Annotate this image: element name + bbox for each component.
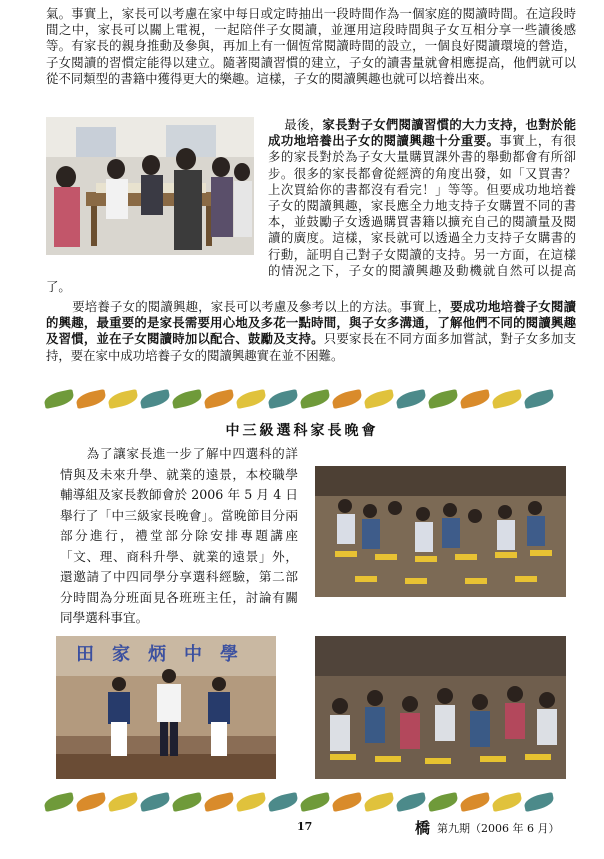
leaf-icon: [75, 792, 107, 812]
leaf-icon: [107, 792, 139, 812]
leaf-icon: [203, 792, 235, 812]
leaf-icon: [43, 389, 75, 409]
leaf-icon: [235, 792, 267, 812]
leaf-icon: [523, 389, 555, 409]
leaf-divider-bottom: [44, 793, 574, 811]
paragraph-3: [46, 299, 576, 364]
leaf-icon: [363, 792, 395, 812]
magazine-name: 橋: [415, 819, 431, 837]
paragraph-2: [46, 117, 576, 295]
paragraph-2-body: 事實上，有很多的家長對於為子女大量購買課外書的舉動都會有所卻步。很多的家長都會從經濟的角度出發，如「又買書？上次買給你的書都沒有看完！」等等。但要成功地培養子女的閱讀興趣，家長應全力地支持子女購置不同的書本，並鼓勵子女透過購買書籍以擴充自己的閱讀量及閱讀的廣度。這樣，家長就可以透過全力支持子女購書的行動，証明自己對子女閱讀的支持。另一方面，在這樣的情況之下，子女的閱讀興趣及動機就自然可以提高了。: [46, 133, 577, 295]
paragraph-3-body: 只要家長在不同方面多加嘗試，對子女多加支持，要在家中成功培養子女的閱讀興趣實在並不困難。: [46, 331, 577, 363]
leaf-icon: [267, 389, 299, 409]
leaf-icon: [75, 389, 107, 409]
school-banner: 田家炳中學: [76, 644, 256, 665]
leaf-icon: [459, 792, 491, 812]
leaf-icon: [491, 792, 523, 812]
photo-wrap-spacer: [46, 117, 268, 269]
leaf-icon: [395, 792, 427, 812]
leaf-icon: [171, 792, 203, 812]
article2-body: [60, 444, 298, 629]
leaf-icon: [331, 389, 363, 409]
article2-text: 為了讓家長進一步了解中四選科的詳情與及未來升學、就業的遠景，本校職學輔導組及家長教師會於 2006 年 5 月 4 日舉行了「中三級家長晚會」。當晚節目分兩部分進行，禮堂部分除安排專題講座「文、理、商科升學、就業的遠景」外，還邀請了中四同學分享選科經驗，第二部分時間為分班面見各班班主任，討論有關同學選科事宜。: [60, 446, 298, 625]
leaf-icon: [331, 792, 363, 812]
paragraph-2-emphasis: 家長對子女們閱讀習慣的大力支持，也對於能成功地培養出子女的閱讀興趣十分重要。: [268, 117, 577, 149]
leaf-icon: [427, 792, 459, 812]
issue-info: 第九期（2006 年 6 月）: [437, 822, 560, 835]
leaf-icon: [107, 389, 139, 409]
section-title: 中三級選科家長晚會: [225, 423, 379, 439]
stage-photo: [56, 636, 276, 779]
paragraph-3-lead: 要培養子女的閱讀興趣，家長可以考慮及參考以上的方法。事實上，: [72, 299, 451, 314]
paragraph-3-emphasis: 要成功地培養子女閱讀的興趣，最重要的是家長需要用心地及多花一點時間，與子女多溝通，了解他們不同的閱讀興趣及習慣，並在子女閱讀時加以配合、鼓勵及支持。: [46, 299, 577, 347]
leaf-icon: [363, 389, 395, 409]
leaf-icon: [523, 792, 555, 812]
leaf-icon: [235, 389, 267, 409]
leaf-icon: [171, 389, 203, 409]
audience-photo-2: [315, 636, 566, 779]
leaf-icon: [427, 389, 459, 409]
leaf-icon: [267, 792, 299, 812]
leaf-icon: [203, 389, 235, 409]
leaf-icon: [299, 792, 331, 812]
leaf-icon: [43, 792, 75, 812]
leaf-icon: [139, 389, 171, 409]
leaf-icon: [395, 389, 427, 409]
paragraph-1: 氣。事實上，家長可以考慮在家中每日或定時抽出一段時間作為一個家庭的閱讀時間。在這段時間之中，家長可以關上電視，一起陪伴子女閱讀，並運用這段時間與子女互相分享一些讀後感等。有家長的親身推動及參與，再加上有一個恆常閱讀時間的設立，一個良好閱讀環境的營造，子女閱讀的習慣定能得以建立。隨著閱讀習慣的建立，子女的讀書量就會相應提高，他們就可以從不同類型的書籍中獲得更大的樂趣。這樣，子女的閱讀興趣也就可以培養出來。: [46, 6, 576, 86]
leaf-icon: [139, 792, 171, 812]
paragraph-2-lead: 最後，: [284, 117, 323, 132]
page-number: 17: [297, 820, 313, 833]
leaf-divider-top: [44, 390, 574, 408]
leaf-icon: [491, 389, 523, 409]
leaf-icon: [299, 389, 331, 409]
leaf-icon: [459, 389, 491, 409]
audience-photo-1: [315, 466, 566, 597]
